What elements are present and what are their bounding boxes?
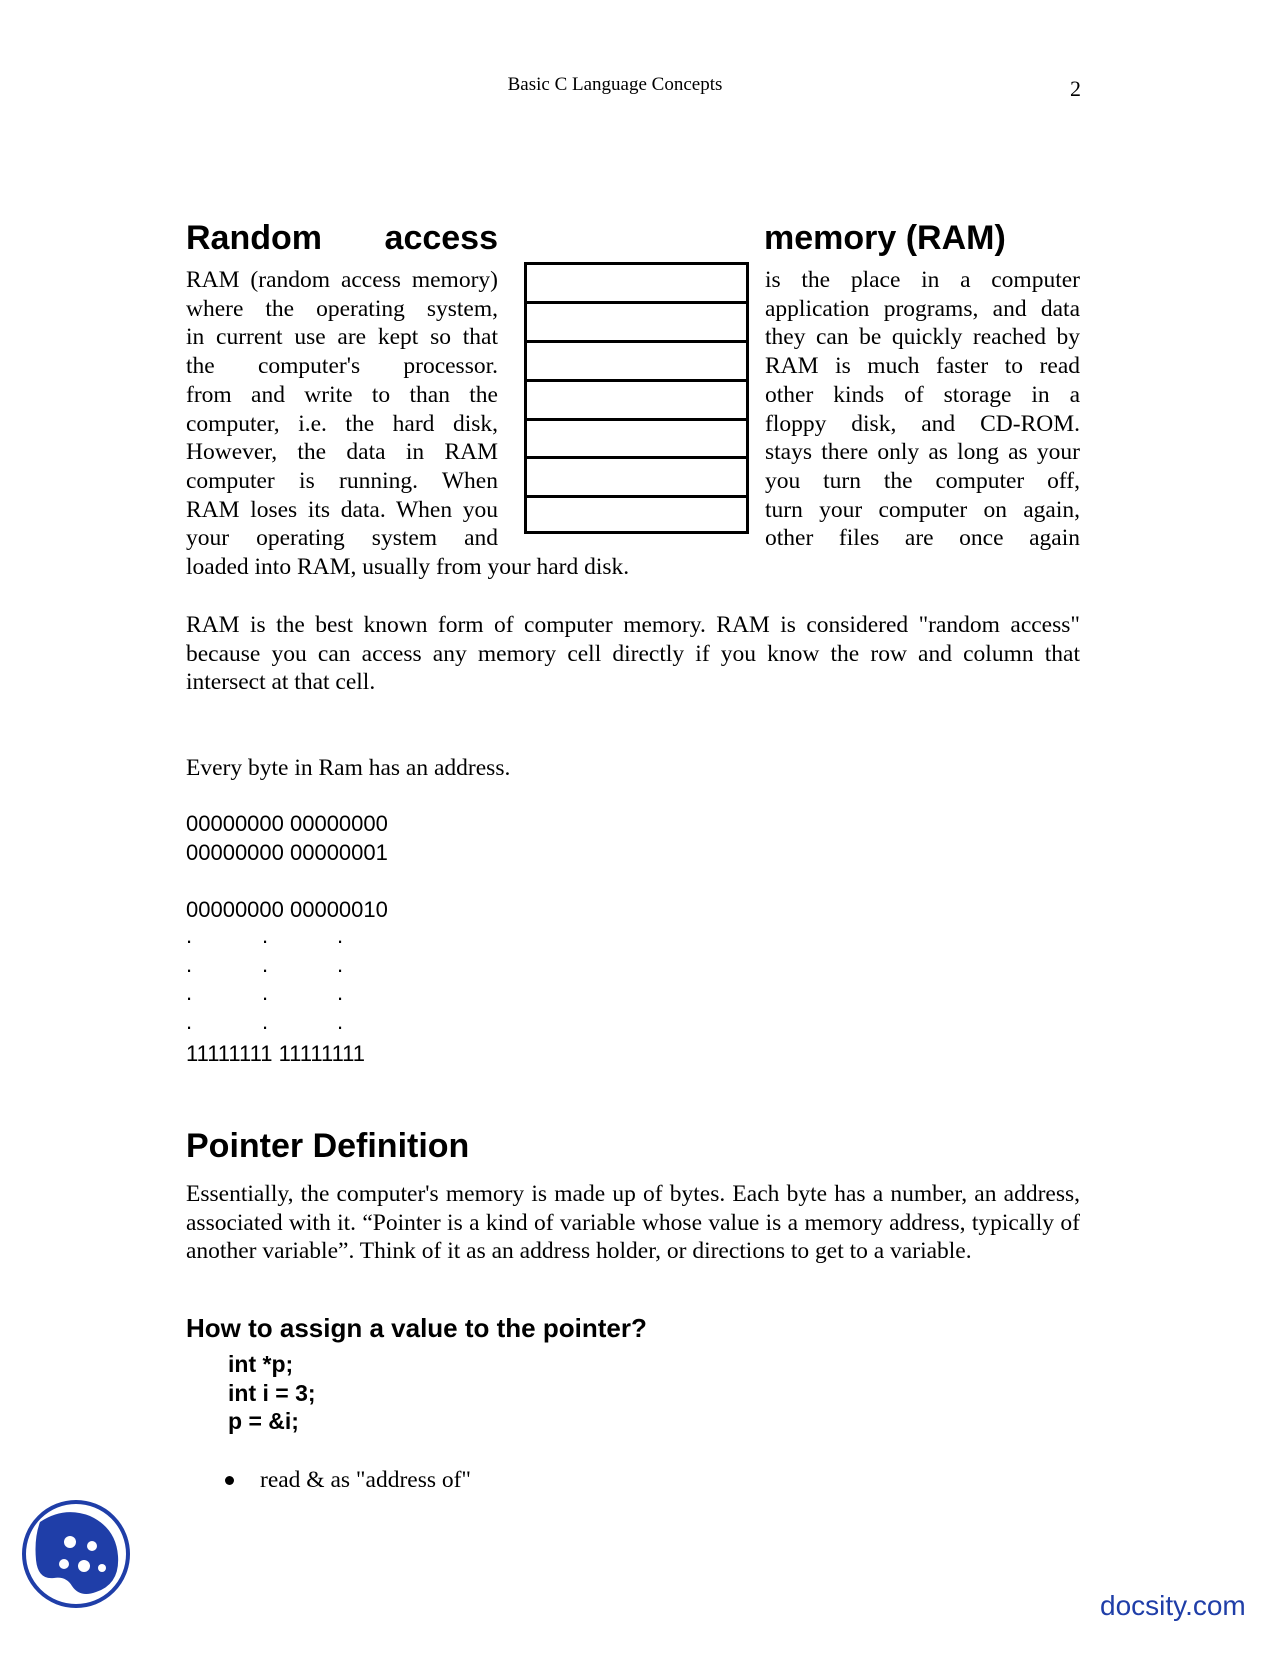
- ram-left-line: RAM loses its data. When you: [186, 496, 498, 523]
- pointer-heading: Pointer Definition: [186, 1127, 470, 1165]
- ram-left-line: However, the data in RAM: [186, 439, 498, 466]
- ram-cell: [527, 304, 746, 343]
- ram-right-line: other kinds of storage in a: [765, 381, 1080, 408]
- bullet-text: read & as "address of": [260, 1467, 472, 1493]
- ram-right-line: RAM is much faster to read: [765, 353, 1080, 380]
- address-line-last: 11111111 11111111: [186, 1041, 366, 1066]
- ram-right-line: application programs, and data: [765, 295, 1080, 322]
- address-line: 00000000 00000000: [186, 811, 388, 836]
- docsity-logo-icon[interactable]: [20, 1498, 132, 1610]
- ram-right-line: stays there only as long as your: [765, 439, 1080, 466]
- dots-row: [186, 922, 386, 951]
- ram-right-column: [765, 266, 1080, 553]
- ram-left-column: [186, 266, 498, 553]
- ellipsis-dots: [186, 922, 386, 1037]
- pointer-subheading: How to assign a value to the pointer?: [186, 1313, 647, 1343]
- pointer-paragraph: Essentially, the computer's memory is made up of bytes. Each byte has a number, an address, associated with it. “Pointer is a kind of variable whose value is a memory address, typically of another variable”. Think of it as an address holder, or directions to get to a variable.: [186, 1181, 1080, 1265]
- ram-right-line: they can be quickly reached by: [765, 324, 1080, 351]
- section-heading-left: Random access: [186, 219, 498, 257]
- ram-left-line: computer, i.e. the hard disk,: [186, 410, 498, 437]
- ram-cell: [527, 265, 746, 304]
- bullet-icon: [225, 1476, 234, 1485]
- ram-right-line: floppy disk, and CD-ROM.: [765, 410, 1080, 437]
- dot: .: [186, 951, 193, 977]
- ram-cell: [527, 459, 746, 498]
- code-line: p = &i;: [228, 1408, 299, 1435]
- dots-row: [186, 979, 386, 1008]
- dot: .: [262, 1009, 269, 1035]
- address-intro: Every byte in Ram has an address.: [186, 755, 511, 781]
- code-block: [228, 1350, 316, 1436]
- dot: .: [262, 923, 269, 948]
- ram-left-line: the computer's processor.: [186, 353, 498, 380]
- dot: .: [262, 980, 269, 1006]
- ram-left-line: your operating system and: [186, 525, 498, 552]
- code-line: int i = 3;: [228, 1379, 316, 1406]
- dot: .: [337, 1009, 344, 1035]
- dot: .: [337, 980, 344, 1006]
- running-title: Basic C Language Concepts: [507, 74, 723, 95]
- dots-row: [186, 1008, 386, 1037]
- section-heading-right: memory (RAM): [764, 219, 1006, 257]
- docsity-wordmark[interactable]: docsity.com: [1100, 1590, 1246, 1621]
- ram-cell: [527, 343, 746, 382]
- dots-row: [186, 951, 386, 980]
- code-line: int *p;: [228, 1351, 294, 1377]
- ram-right-line: is the place in a computer: [765, 267, 1080, 293]
- ram-cell: [527, 382, 746, 421]
- ram-cells-diagram: [524, 262, 749, 534]
- ram-cell: [527, 421, 746, 460]
- address-line: 00000000 00000001: [186, 840, 388, 865]
- dot: .: [186, 923, 193, 948]
- ram-right-line: other files are once again: [765, 525, 1080, 552]
- ram-left-line: where the operating system,: [186, 295, 498, 322]
- ram-paragraph: RAM is the best known form of computer memory. RAM is considered "random access" because you can access any memory cell directly if you know the row and column that intersect at that cell.: [186, 612, 1080, 696]
- ram-left-line: in current use are kept so that: [186, 324, 498, 351]
- ram-right-line: turn your computer on again,: [765, 496, 1080, 523]
- dot: .: [262, 951, 269, 977]
- ram-right-line: you turn the computer off,: [765, 467, 1080, 494]
- dot: .: [186, 1009, 193, 1035]
- ram-left-line: RAM (random access memory): [186, 267, 498, 293]
- dot: .: [337, 923, 344, 948]
- ram-left-line: from and write to than the: [186, 381, 498, 408]
- page-number: 2: [1070, 76, 1081, 101]
- address-line: 00000000 00000010: [186, 897, 388, 922]
- ram-cell: [527, 498, 746, 537]
- ram-left-line: computer is running. When: [186, 467, 498, 494]
- dot: .: [337, 951, 344, 977]
- dot: .: [186, 980, 193, 1006]
- ram-final-line: loaded into RAM, usually from your hard disk.: [186, 554, 630, 580]
